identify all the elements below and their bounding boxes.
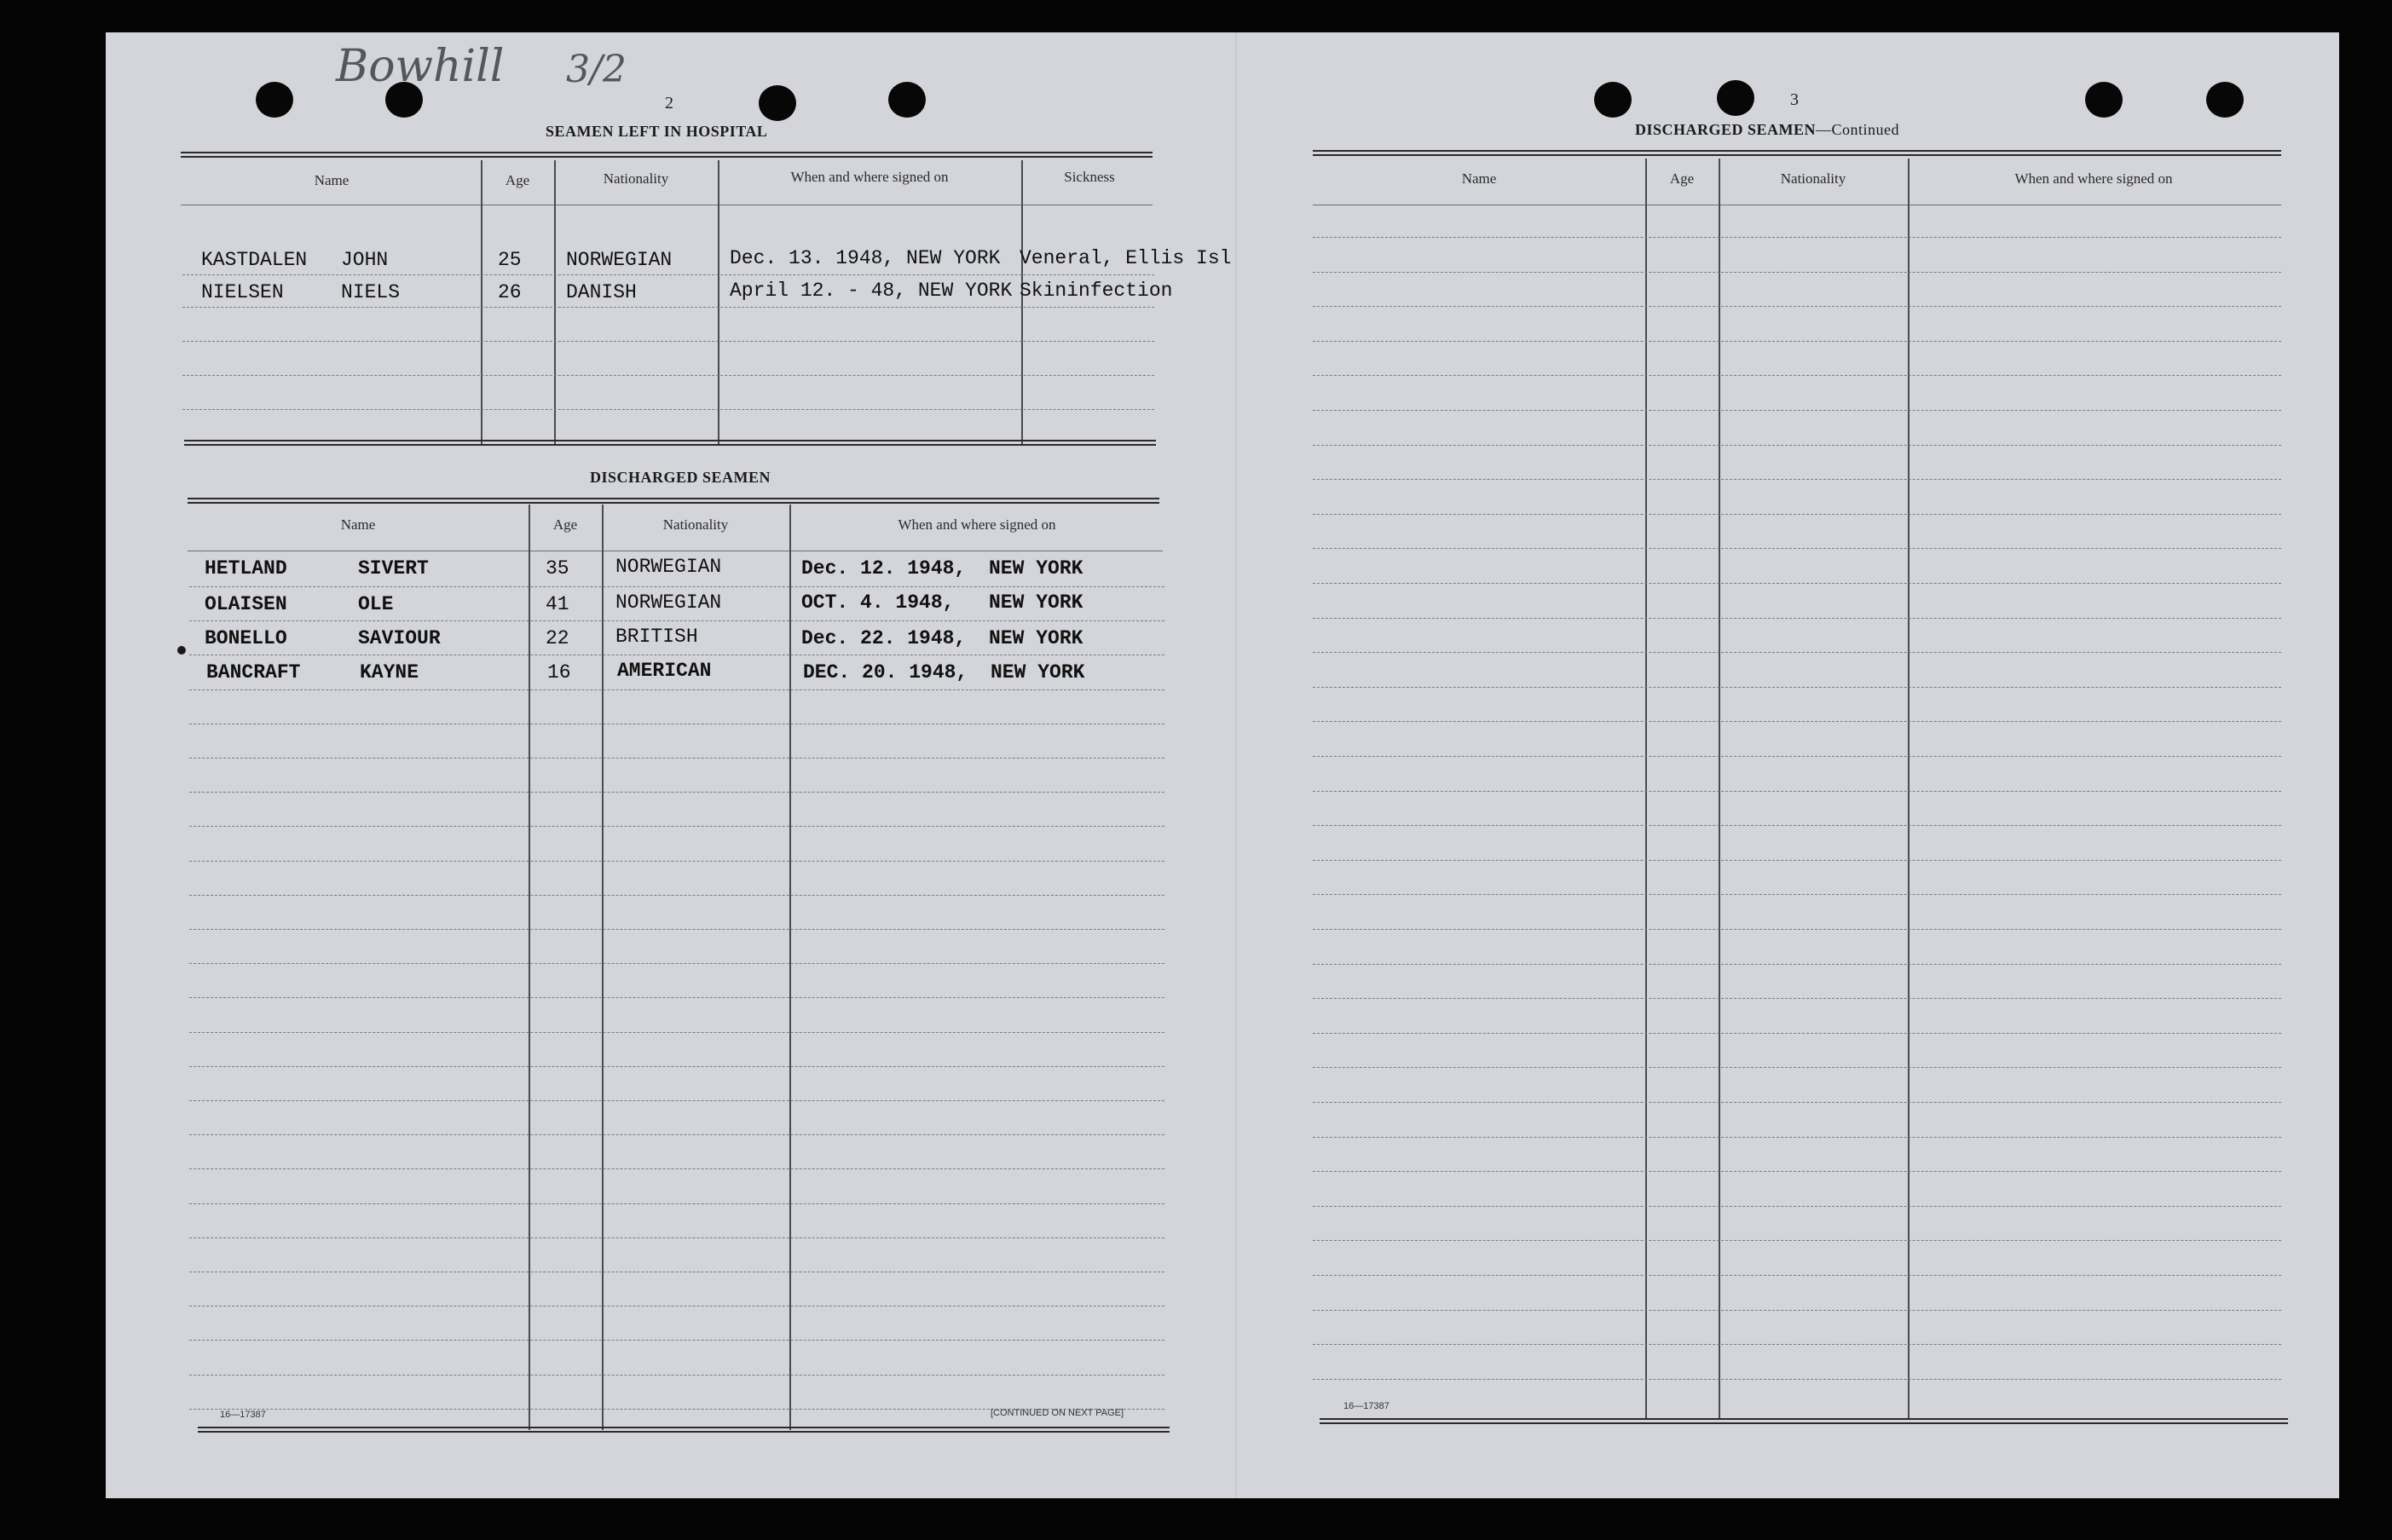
- row-rule: [189, 620, 1164, 621]
- row-rule: [189, 689, 1164, 690]
- row-rule: [189, 929, 1164, 930]
- section-rule: [1320, 1418, 2288, 1424]
- document-sheet: [106, 32, 2339, 1498]
- punch-hole: [2206, 82, 2244, 118]
- hospital-age: 26: [498, 281, 522, 303]
- punch-hole: [1717, 80, 1754, 116]
- discharged-place: NEW YORK: [989, 591, 1083, 614]
- discharged-section-title: DISCHARGED SEAMEN: [590, 469, 771, 486]
- section-rule: [188, 498, 1159, 504]
- row-rule: [1313, 479, 2281, 480]
- row-rule: [189, 586, 1164, 587]
- row-rule: [1313, 306, 2281, 307]
- punch-hole: [1594, 82, 1632, 118]
- hospital-header-age: Age: [505, 172, 530, 188]
- right-header-age: Age: [1669, 170, 1695, 187]
- discharged-header-age: Age: [552, 516, 578, 533]
- row-rule: [1313, 894, 2281, 895]
- row-rule: [1313, 1067, 2281, 1068]
- row-rule: [189, 1340, 1164, 1341]
- column-divider: [789, 505, 791, 1430]
- row-rule: [1313, 998, 2281, 999]
- row-rule: [1313, 1206, 2281, 1207]
- right-section-title: [1635, 121, 1899, 139]
- column-divider: [718, 160, 719, 445]
- discharged-date: Dec. 22. 1948,: [801, 627, 967, 649]
- row-rule: [189, 1066, 1164, 1067]
- column-divider: [1645, 159, 1647, 1420]
- ink-speck: [177, 646, 186, 655]
- hospital-nationality: NORWEGIAN: [566, 249, 673, 271]
- row-rule: [1313, 721, 2281, 722]
- hospital-last-name: NIELSEN: [201, 281, 284, 303]
- row-rule: [182, 409, 1154, 410]
- discharged-place: NEW YORK: [989, 627, 1083, 649]
- discharged-place: NEW YORK: [989, 557, 1083, 580]
- continued-note: [CONTINUED ON NEXT PAGE]: [991, 1408, 1124, 1418]
- discharged-last-name: BANCRAFT: [206, 661, 301, 683]
- row-rule: [189, 826, 1164, 827]
- discharged-nationality: BRITISH: [615, 626, 698, 648]
- discharged-age: 41: [546, 593, 569, 615]
- punch-hole: [256, 82, 293, 118]
- hospital-sickness: Veneral, Ellis Isl: [1020, 247, 1232, 269]
- punch-hole: [888, 82, 926, 118]
- form-number: 16—17387: [220, 1410, 266, 1420]
- discharged-last-name: BONELLO: [205, 627, 287, 649]
- hospital-first-name: NIELS: [341, 281, 401, 303]
- discharged-header-name: Name: [340, 516, 376, 533]
- row-rule: [1313, 237, 2281, 238]
- row-rule: [1313, 1379, 2281, 1380]
- row-rule: [1313, 1033, 2281, 1034]
- column-divider: [602, 505, 604, 1430]
- hospital-signed-on: April 12. - 48, NEW YORK: [730, 280, 1013, 302]
- discharged-date: DEC. 20. 1948,: [803, 661, 968, 683]
- discharged-age: 35: [546, 557, 569, 580]
- row-rule: [1313, 272, 2281, 273]
- discharged-last-name: HETLAND: [205, 557, 287, 580]
- discharged-first-name: SIVERT: [358, 557, 429, 580]
- discharged-place: NEW YORK: [991, 661, 1085, 683]
- row-rule: [182, 375, 1154, 376]
- row-rule: [1313, 548, 2281, 549]
- discharged-first-name: SAVIOUR: [358, 627, 441, 649]
- section-rule: [198, 1427, 1170, 1433]
- hospital-last-name: KASTDALEN: [201, 249, 308, 271]
- hospital-sickness: Skininfection: [1020, 280, 1173, 302]
- row-rule: [189, 1168, 1164, 1169]
- row-rule: [1313, 1310, 2281, 1311]
- column-divider: [554, 160, 556, 445]
- page-number: 2: [665, 94, 673, 112]
- discharged-header-signed-on: When and where signed on: [898, 516, 1056, 533]
- row-rule: [189, 895, 1164, 896]
- section-rule: [1313, 150, 2281, 156]
- discharged-date: OCT. 4. 1948,: [801, 591, 955, 614]
- row-rule: [1313, 1171, 2281, 1172]
- hospital-header-name: Name: [314, 172, 350, 188]
- discharged-first-name: KAYNE: [360, 661, 419, 683]
- column-divider: [1719, 159, 1720, 1420]
- row-rule: [1313, 687, 2281, 688]
- hospital-signed-on: Dec. 13. 1948, NEW YORK: [730, 247, 1001, 269]
- row-rule: [1313, 652, 2281, 653]
- row-rule: [1313, 583, 2281, 584]
- row-rule: [189, 861, 1164, 862]
- form-number: 16—17387: [1343, 1401, 1390, 1411]
- right-title-main: DISCHARGED SEAMEN: [1635, 121, 1817, 138]
- row-rule: [1313, 410, 2281, 411]
- row-rule: [1313, 791, 2281, 792]
- section-rule: [181, 152, 1153, 158]
- discharged-age: 22: [546, 627, 569, 649]
- column-divider: [481, 160, 482, 445]
- punch-hole: [2085, 82, 2123, 118]
- row-rule: [189, 997, 1164, 998]
- right-title-continued: —Continued: [1816, 121, 1900, 138]
- discharged-date: Dec. 12. 1948,: [801, 557, 967, 580]
- hospital-header-sickness: Sickness: [1064, 169, 1115, 185]
- discharged-age: 16: [547, 661, 571, 683]
- page-fold: [1235, 32, 1237, 1498]
- row-rule: [1313, 1275, 2281, 1276]
- discharged-nationality: NORWEGIAN: [615, 556, 722, 578]
- row-rule: [182, 307, 1154, 308]
- row-rule: [1313, 860, 2281, 861]
- row-rule: [1313, 514, 2281, 515]
- page-number: 3: [1790, 90, 1799, 109]
- hospital-header-nationality: Nationality: [603, 170, 669, 187]
- row-rule: [182, 341, 1154, 342]
- hospital-first-name: JOHN: [341, 249, 389, 271]
- row-rule: [189, 963, 1164, 964]
- row-rule: [1313, 964, 2281, 965]
- column-divider: [529, 505, 530, 1430]
- row-rule: [189, 792, 1164, 793]
- section-rule: [184, 440, 1156, 446]
- right-header-name: Name: [1461, 170, 1497, 187]
- row-rule: [1313, 618, 2281, 619]
- hospital-header-signed-on: When and where signed on: [790, 169, 949, 185]
- discharged-nationality: AMERICAN: [617, 660, 712, 682]
- row-rule: [1313, 375, 2281, 376]
- handwritten-ship-name: Bowhill: [336, 41, 505, 92]
- punch-hole: [759, 85, 796, 121]
- hospital-age: 25: [498, 249, 522, 271]
- row-rule: [1313, 1240, 2281, 1241]
- discharged-header-nationality: Nationality: [662, 516, 729, 533]
- row-rule: [189, 1032, 1164, 1033]
- discharged-nationality: NORWEGIAN: [615, 591, 722, 614]
- handwritten-fraction: 3/2: [566, 48, 627, 91]
- row-rule: [189, 1237, 1164, 1238]
- row-rule: [1313, 1137, 2281, 1138]
- column-divider: [1021, 160, 1023, 445]
- row-rule: [1313, 341, 2281, 342]
- row-rule: [182, 274, 1154, 275]
- hospital-section-title: SEAMEN LEFT IN HOSPITAL: [546, 123, 768, 140]
- row-rule: [1313, 825, 2281, 826]
- right-header-nationality: Nationality: [1780, 170, 1846, 187]
- discharged-first-name: OLE: [358, 593, 394, 615]
- row-rule: [189, 1203, 1164, 1204]
- row-rule: [1313, 756, 2281, 757]
- row-rule: [1313, 929, 2281, 930]
- column-divider: [1908, 159, 1910, 1420]
- hospital-nationality: DANISH: [566, 281, 637, 303]
- row-rule: [189, 1100, 1164, 1101]
- row-rule: [189, 1134, 1164, 1135]
- row-rule: [189, 1375, 1164, 1376]
- discharged-last-name: OLAISEN: [205, 593, 287, 615]
- row-rule: [1313, 1102, 2281, 1103]
- row-rule: [1313, 445, 2281, 446]
- row-rule: [1313, 1344, 2281, 1345]
- right-header-signed-on: When and where signed on: [2014, 170, 2173, 187]
